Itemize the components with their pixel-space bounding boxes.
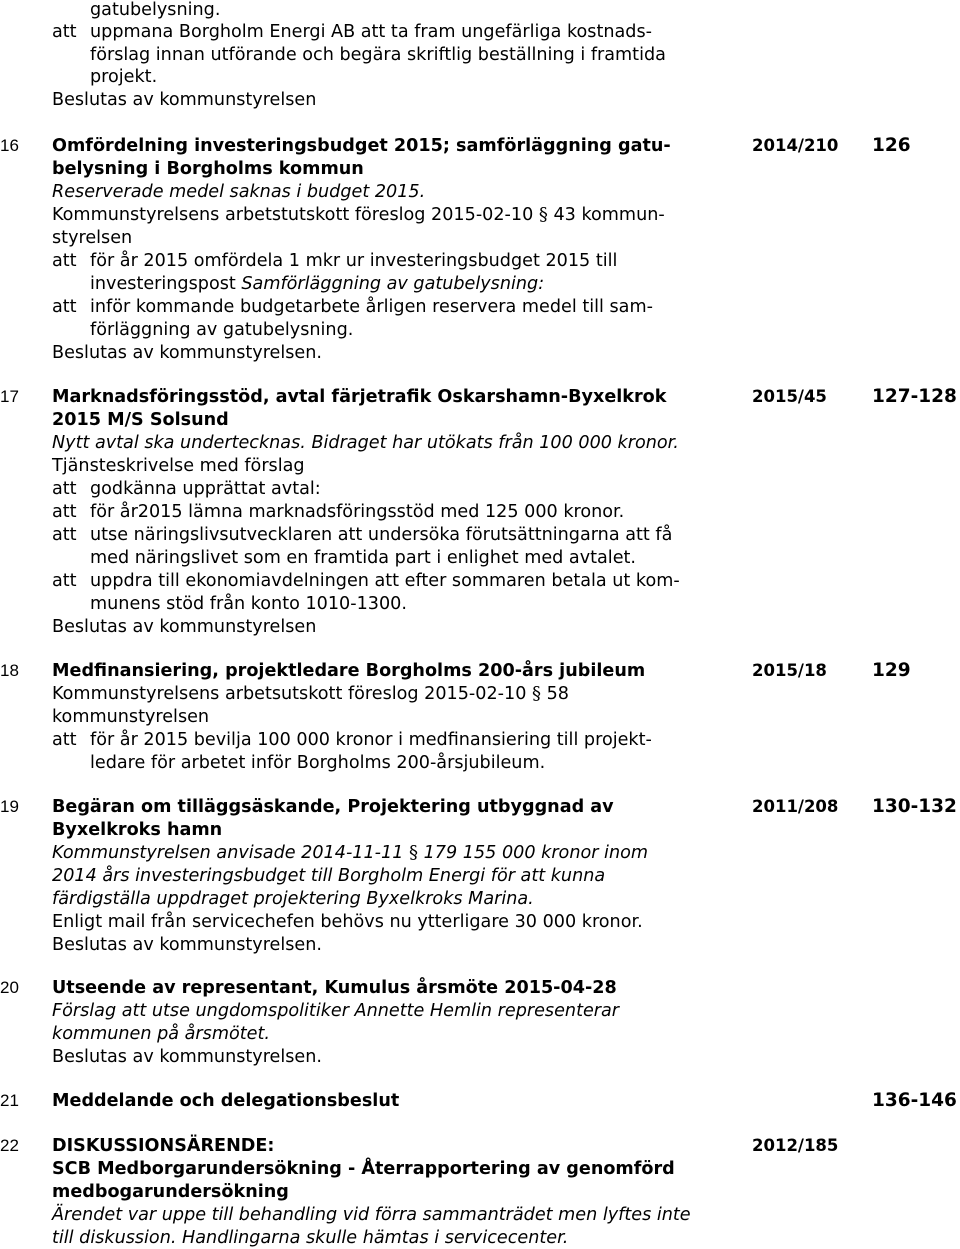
clause-text: uppmana Borgholm Energi AB att ta fram ungefärliga kostnads- [90,22,652,42]
att-clause [52,524,672,546]
att-clause [52,478,321,500]
proposal-text: Kommunstyrelsens arbetstutskott föreslog 2015-02-10 [52,205,534,225]
clause-continuation: förläggning av gatubelysning. [90,320,354,340]
item-number: 21 [0,1091,19,1110]
item-note: färdigställa uppdraget projektering Byxelkroks Marina. [52,889,534,909]
diarienummer: 2011/208 [752,797,839,816]
decision-line: Beslutas av kommunstyrelsen. [52,343,322,363]
proposal-text: Kommunstyrelsens arbetsutskott föreslog 2015-02-10 [52,684,527,704]
item-title: Byxelkroks hamn [52,820,223,840]
att-label: att [52,22,77,42]
clause-text: investeringspost [90,274,242,294]
diarienummer: 2015/45 [752,387,827,406]
clause-text: godkänna upprättat avtal: [90,479,321,499]
item-title: Marknadsföringsstöd, avtal färjetrafik Oskarshamn-Byxelkrok [52,387,667,407]
decision-line: Beslutas av kommunstyrelsen [52,617,317,637]
clause-text: för år 2015 bevilja 100 000 kronor i medfinansiering till projekt- [90,730,652,750]
proposal-line: kommunstyrelsen [52,707,210,727]
paragraph-sign: § [532,683,541,704]
proposal-line: Tjänsteskrivelse med förslag [52,456,305,476]
text-line: förslag innan utförande och begära skriftlig beställning i framtida [90,45,666,65]
clause-continuation: med näringslivet som en framtida part i enlighet med avtalet. [90,548,637,568]
proposal-text: 58 [546,684,569,704]
item-number: 20 [0,978,19,997]
att-label: att [52,251,77,271]
item-note: Förslag att utse ungdomspolitiker Annette Hemlin representerar [52,1001,620,1021]
item-number: 19 [0,797,19,816]
att-label: att [52,571,77,591]
item-number: 17 [0,387,19,406]
item-note: kommunen på årsmötet. [52,1024,270,1044]
paragraph-sign: § [409,842,419,863]
item-title: Utseende av representant, Kumulus årsmöte 2015-04-28 [52,978,617,998]
item-title: DISKUSSIONSÄRENDE: [52,1136,275,1156]
page-reference: 130-132 [872,796,957,817]
item-title: 2015 M/S Solsund [52,410,229,430]
item-note: Ärendet var uppe till behandling vid förra sammanträdet men lyftes inte [52,1205,691,1225]
clause-text: för år 2015 omfördela 1 mkr ur investeringsbudget 2015 till [90,251,618,271]
text-line: projekt. [90,67,158,87]
att-clause [52,570,680,592]
clause-text: för år2015 lämna marknadsföringsstöd med 125 000 kronor. [90,502,625,522]
page-reference: 129 [872,660,911,681]
page-reference: 136-146 [872,1090,957,1111]
page-reference: 126 [872,135,911,156]
att-clause [52,21,652,43]
decision-line: Beslutas av kommunstyrelsen. [52,1047,322,1067]
item-title: medbogarundersökning [52,1182,289,1202]
text-line: Enligt mail från servicechefen behövs nu ytterligare 30 000 kronor. [52,912,643,932]
diarienummer: 2015/18 [752,661,827,680]
att-clause [52,501,624,523]
item-number: 18 [0,661,19,680]
clause-text: utse näringslivsutvecklaren att undersöka förutsättningarna att få [90,525,673,545]
item-title: Begäran om tilläggsäskande, Projektering utbyggnad av [52,797,614,817]
page-reference: 127-128 [872,386,957,407]
decision-line: Beslutas av kommunstyrelsen [52,90,317,110]
att-clause [52,250,617,272]
item-number: 22 [0,1136,19,1155]
att-clause [52,296,653,318]
note-text: 179 155 000 kronor inom [423,843,648,863]
att-label: att [52,479,77,499]
att-label: att [52,297,77,317]
clause-italic: Samförläggning av gatubelysning: [241,274,545,294]
item-title: Omfördelning investeringsbudget 2015; samförläggning gatu- [52,136,671,156]
proposal-line: styrelsen [52,228,133,248]
proposal-text: 43 kommun- [553,205,665,225]
item-note: till diskussion. Handlingarna skulle hämtas i servicecenter. [52,1228,569,1248]
item-number: 16 [0,136,19,155]
paragraph-sign: § [538,204,548,225]
diarienummer: 2012/185 [752,1136,839,1155]
att-label: att [52,730,77,750]
item-note: Reserverade medel saknas i budget 2015. [52,182,426,202]
item-title: Medfinansiering, projektledare Borgholms 200-års jubileum [52,661,646,681]
clause-continuation: munens stöd från konto 1010-1300. [90,594,407,614]
att-label: att [52,525,77,545]
clause-continuation: ledare för arbetet inför Borgholms 200-årsjubileum. [90,753,546,773]
att-clause [52,729,652,751]
item-title: Meddelande och delegationsbeslut [52,1091,400,1111]
note-text: Kommunstyrelsen anvisade 2014-11-11 [52,843,404,863]
att-label: att [52,502,77,522]
decision-line: Beslutas av kommunstyrelsen. [52,935,322,955]
item-note: 2014 års investeringsbudget till Borgholm Energi för att kunna [52,866,606,886]
item-title: SCB Medborgarundersökning - Återrapportering av genomförd [52,1159,675,1179]
proposal-line [52,683,569,705]
clause-continuation [90,273,544,295]
item-note: Nytt avtal ska undertecknas. Bidraget har utökats från 100 000 kronor. [52,433,679,453]
proposal-line [52,204,665,226]
clause-text: uppdra till ekonomiavdelningen att efter sommaren betala ut kom- [90,571,680,591]
text-line: gatubelysning. [90,0,221,20]
diarienummer: 2014/210 [752,136,839,155]
clause-text: inför kommande budgetarbete årligen reservera medel till sam- [90,297,653,317]
item-note [52,842,648,864]
item-title: belysning i Borgholms kommun [52,159,364,179]
